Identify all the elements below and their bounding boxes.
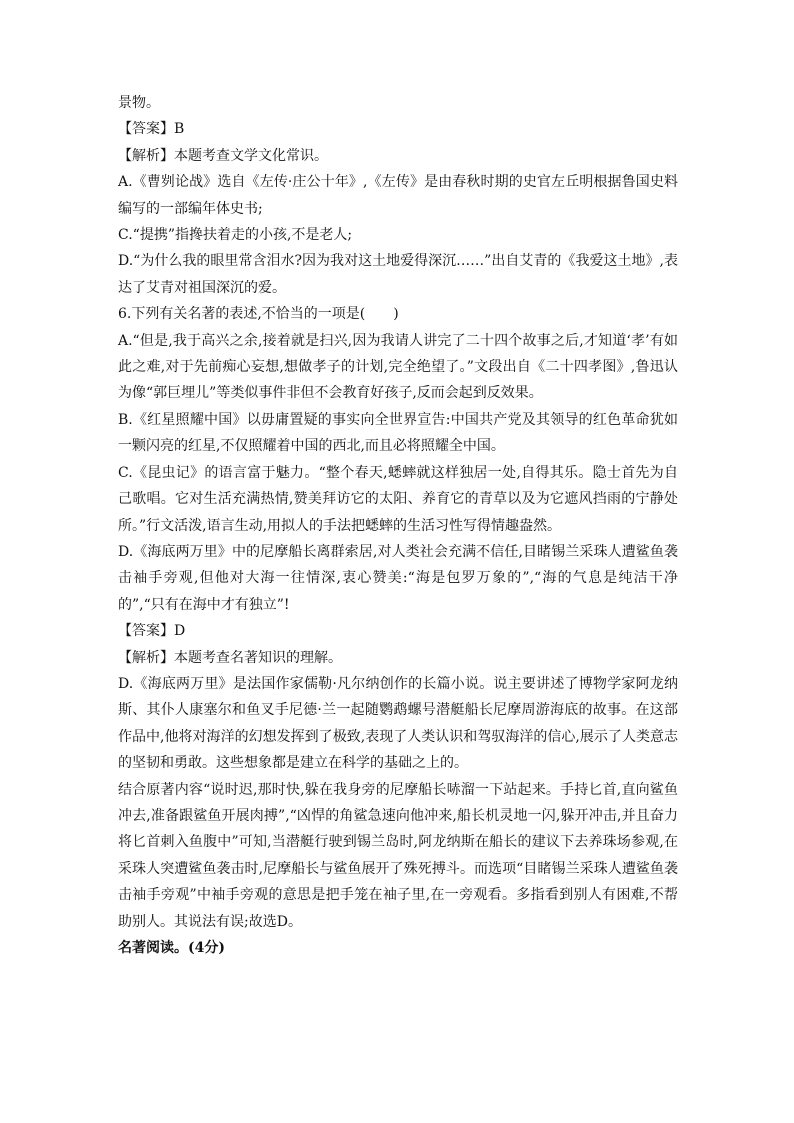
analysis-label: 【解析】本题考查名著知识的理解。 (118, 649, 342, 666)
analysis-paragraph: D.“为什么我的眼里常含泪水?因为我对这土地爱得深沉……”出自艾青的《我爱这土地》,表达了艾青对祖国深沉的爱。 (118, 253, 678, 296)
section-heading: 名著阅读。(4分) (118, 940, 225, 956)
option-a: A.“但是,我于高兴之余,接着就是扫兴,因为我请人讲完了二十四个故事之后,才知道‘孝’有如此之难,对于先前痴心妄想,想做孝子的计划,完全绝望了。”文段出自《二十四孝图》,鲁迅认为像“郭巨埋儿”等类似事件非但不会教育好孩子,反而会起到反效果。 (118, 332, 678, 402)
analysis-paragraph: D.《海底两万里》是法国作家儒勒·凡尔纳创作的长篇小说。说主要讲述了博物学家阿龙纳斯、其仆人康塞尔和鱼叉手尼德·兰一起随鹦鹉螺号潜艇船长尼摩周游海底的故事。在这部作品中,他将对海洋的幻想发挥到了极致,表现了人类认识和驾驭海洋的信心,展示了人类意志的坚韧和勇敢。这些想象都是建立在科学的基础之上的。 (118, 675, 678, 772)
document-body (118, 90, 678, 961)
option-c: C.《昆虫记》的语言富于魅力。“整个春天,蟋蟀就这样独居一处,自得其乐。隐士首先为自己歌唱。它对生活充满热情,赞美拜访它的太阳、养育它的青草以及为它遮风挡雨的宁静处所。”行文活泼,语言生动,用拟人的手法把蟋蟀的生活习性写得情趣盎然。 (118, 464, 678, 534)
analysis-paragraph: C.“提携”指搀扶着走的小孩,不是老人; (118, 227, 353, 244)
option-d: D.《海底两万里》中的尼摩船长离群索居,对人类社会充满不信任,目睹锡兰采珠人遭鲨鱼袭击袖手旁观,但他对大海一往情深,衷心赞美:“海是包罗万象的”,“海的气息是纯洁干净的”,“只有在海中才有独立”! (118, 543, 678, 613)
analysis-paragraph: 结合原著内容“说时迟,那时快,躲在我身旁的尼摩船长哧溜一下站起来。手持匕首,直向鲨鱼冲去,准备跟鲨鱼开展肉搏”,“凶悍的角鲨急速向他冲来,船长机灵地一闪,躲开冲击,并且奋力将匕首刺入鱼腹中”可知,当潜艇行驶到锡兰岛时,阿龙纳斯在船长的建议下去养珠场参观,在采珠人突遭鲨鱼袭击时,尼摩船长与鲨鱼展开了殊死搏斗。而选项“目睹锡兰采珠人遭鲨鱼袭击袖手旁观”中袖手旁观的意思是把手笼在袖子里,在一旁观看。多指看到别人有困难,不帮助别人。其说法有误;故选D。 (118, 781, 678, 930)
option-b: B.《红星照耀中国》以毋庸置疑的事实向全世界宣告:中国共产党及其领导的红色革命犹如一颗闪亮的红星,不仅照耀着中国的西北,而且必将照耀全中国。 (118, 411, 678, 455)
question-stem: 6.下列有关名著的表述,不恰当的一项是( ) (118, 306, 399, 323)
answer-label: 【答案】B (118, 121, 185, 138)
text-line: 景物。 (118, 95, 160, 111)
analysis-paragraph: A.《曹刿论战》选自《左传·庄公十年》,《左传》是由春秋时期的史官左丘明根据鲁国史料编写的一部编年体史书; (118, 174, 678, 217)
analysis-label: 【解析】本题考查文学文化常识。 (118, 147, 328, 164)
answer-label: 【答案】D (118, 623, 186, 640)
